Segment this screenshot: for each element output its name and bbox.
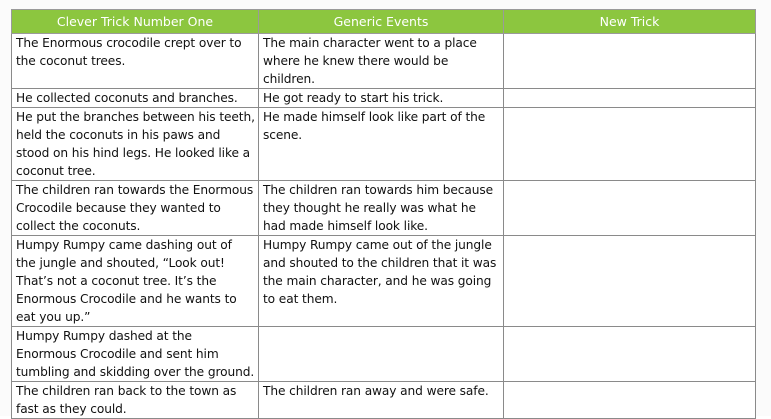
header-new-trick: New Trick <box>504 10 756 34</box>
new-trick-cell[interactable] <box>504 236 756 327</box>
generic-event-cell: He made himself look like part of the scene. <box>259 108 504 181</box>
generic-event-cell: Humpy Rumpy came out of the jungle and shouted to the children that it was the main character, and he was going to eat them. <box>259 236 504 327</box>
table-row <box>12 327 756 382</box>
header-generic-events: Generic Events <box>259 10 504 34</box>
table-header <box>12 10 756 34</box>
header-clever-trick: Clever Trick Number One <box>12 10 259 34</box>
new-trick-cell[interactable] <box>504 108 756 181</box>
new-trick-cell[interactable] <box>504 181 756 236</box>
trick-cell: He put the branches between his teeth, held the coconuts in his paws and stood on his hind legs. He looked like a coconut tree. <box>12 108 259 181</box>
table-row <box>12 382 756 419</box>
generic-event-cell: The children ran away and were safe. <box>259 382 504 419</box>
trick-cell: The children ran back to the town as fast as they could. <box>12 382 259 419</box>
new-trick-cell[interactable] <box>504 89 756 108</box>
trick-cell: The Enormous crocodile crept over to the coconut trees. <box>12 34 259 89</box>
new-trick-cell[interactable] <box>504 327 756 382</box>
trick-cell: Humpy Rumpy dashed at the Enormous Crocodile and sent him tumbling and skidding over the ground. <box>12 327 259 382</box>
table-row <box>12 34 756 89</box>
generic-event-cell <box>259 327 504 382</box>
header-row <box>12 10 756 34</box>
generic-event-cell: The main character went to a place where he knew there would be children. <box>259 34 504 89</box>
new-trick-cell[interactable] <box>504 34 756 89</box>
table-row <box>12 181 756 236</box>
trick-cell: Humpy Rumpy came dashing out of the jungle and shouted, “Look out! That’s not a coconut tree. It’s the Enormous Crocodile and he wants to eat you up.” <box>12 236 259 327</box>
new-trick-cell[interactable] <box>504 382 756 419</box>
table-row <box>12 236 756 327</box>
generic-event-cell: He got ready to start his trick. <box>259 89 504 108</box>
trick-cell: He collected coconuts and branches. <box>12 89 259 108</box>
story-table <box>11 9 756 419</box>
trick-cell: The children ran towards the Enormous Crocodile because they wanted to collect the coconuts. <box>12 181 259 236</box>
table-body <box>12 34 756 419</box>
table-row <box>12 89 756 108</box>
generic-event-cell: The children ran towards him because they thought he really was what he had made himself look like. <box>259 181 504 236</box>
table-row <box>12 108 756 181</box>
